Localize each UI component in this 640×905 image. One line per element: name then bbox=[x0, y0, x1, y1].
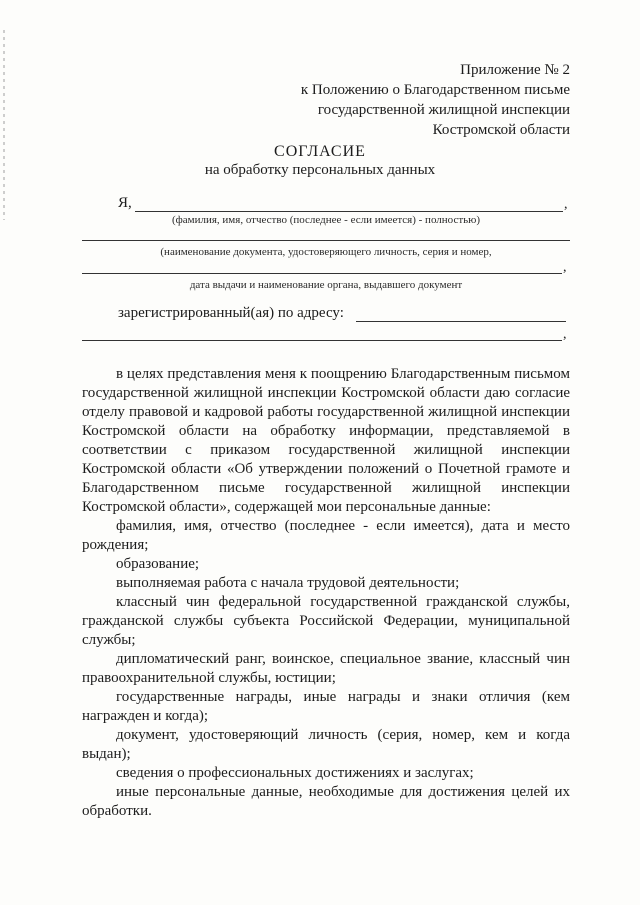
appendix-header bbox=[301, 60, 570, 140]
consent-body bbox=[82, 365, 570, 821]
list-item: дипломатический ранг, воинское, специальное звание, классный чин правоохранительной службы, юстиции; bbox=[82, 651, 570, 686]
address-input-line-1[interactable] bbox=[356, 321, 566, 322]
appendix-inspection: государственной жилищной инспекции bbox=[317, 102, 570, 118]
issue-input-line[interactable] bbox=[82, 273, 562, 274]
list-item: фамилия, имя, отчество (последнее - если имеется), дата и место рождения; bbox=[82, 518, 570, 553]
document-caption: (наименование документа, удостоверяющего личность, серия и номер, bbox=[160, 246, 492, 258]
document-title: СОГЛАСИЕ bbox=[274, 143, 366, 160]
issue-comma: , bbox=[563, 260, 567, 275]
address-input-line-2[interactable] bbox=[82, 340, 562, 341]
list-item: иные персональные данные, необходимые для достижения целей их обработки. bbox=[82, 784, 570, 819]
fio-caption: (фамилия, имя, отчество (последнее - если имеется) - полностью) bbox=[171, 214, 481, 226]
consent-intro: в целях представления меня к поощрению Благодарственным письмом государственной жилищной инспекции Костромской области даю согласие отделу правовой и кадровой работы государственной жилищной инспекции Костромской области на обработку информации, представляемой в соответствии с приказом государственной жилищной инспекции Костромской области «Об утверждении положений о Почетной грамоте и Благодарственном письме государственной жилищной инспекции Костромской области», содержащей мои персональные данные: bbox=[82, 366, 570, 515]
list-item: выполняемая работа с начала трудовой деятельности; bbox=[116, 575, 460, 591]
list-item: сведения о профессиональных достижениях и заслугах; bbox=[116, 765, 474, 781]
list-item: классный чин федеральной государственной гражданской службы, гражданской службы субъекта Российской Федерации, муниципальной службы; bbox=[82, 594, 570, 648]
registered-label: зарегистрированный(ая) по адресу: bbox=[118, 305, 344, 321]
scan-edge-mark bbox=[3, 30, 5, 220]
document-subtitle: на обработку персональных данных bbox=[204, 162, 436, 178]
list-item: государственные награды, иные награды и знаки отличия (кем награжден и когда); bbox=[82, 689, 570, 724]
appendix-region: Костромской области bbox=[432, 122, 570, 138]
address-comma: , bbox=[563, 327, 567, 342]
list-item: образование; bbox=[116, 556, 200, 572]
fio-input-line[interactable] bbox=[135, 211, 563, 212]
ya-label: Я, bbox=[118, 195, 132, 211]
fio-comma: , bbox=[564, 197, 568, 212]
list-item: документ, удостоверяющий личность (серия, номер, кем и когда выдан); bbox=[82, 727, 570, 762]
appendix-number: Приложение № 2 bbox=[460, 62, 570, 78]
appendix-regulation: к Положению о Благодарственном письме bbox=[300, 82, 570, 98]
document-input-line[interactable] bbox=[82, 240, 570, 241]
issue-caption: дата выдачи и наименование органа, выдавшего документ bbox=[189, 279, 463, 291]
